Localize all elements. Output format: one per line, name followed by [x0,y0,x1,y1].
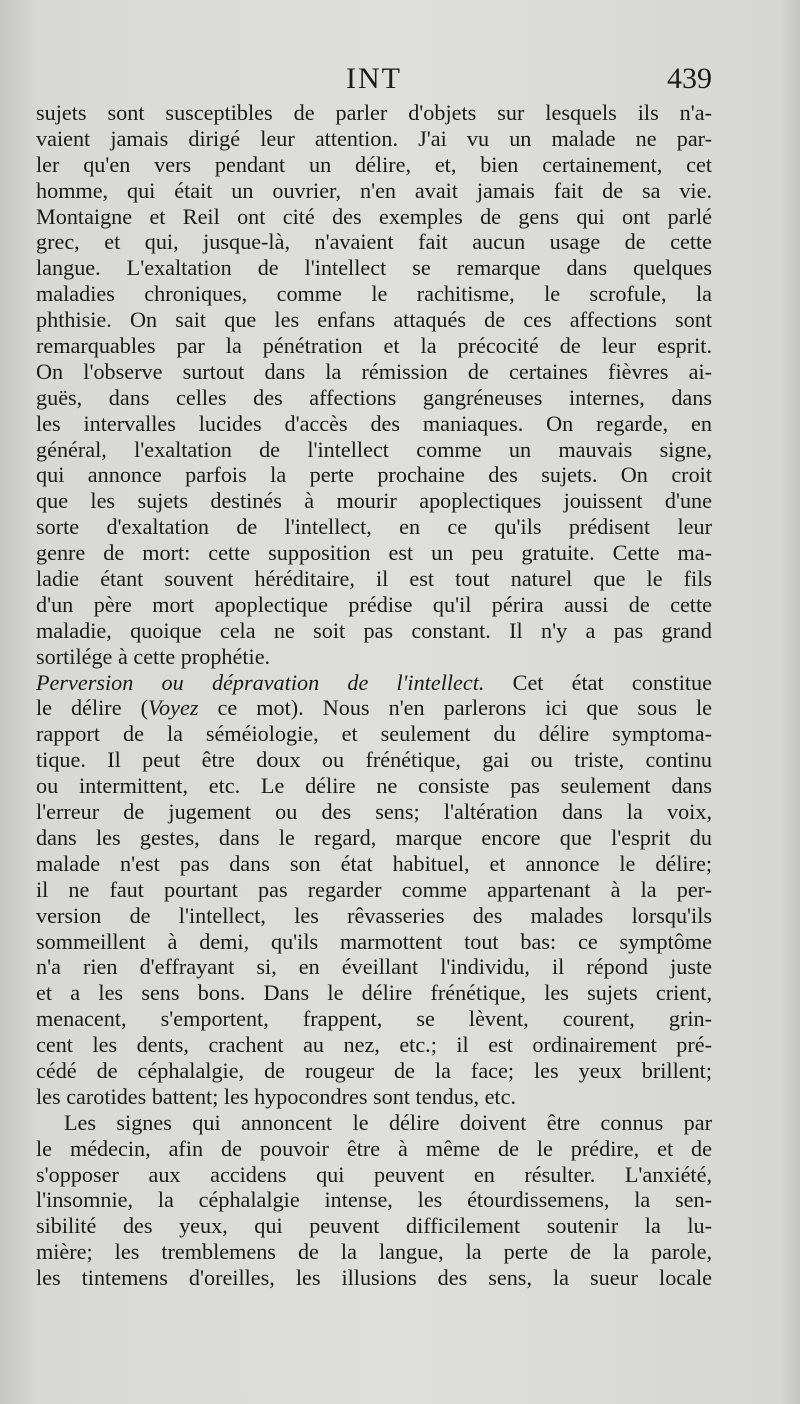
text-line: sorte d'exaltation de l'intellect, en ce qu'ils prédisent leur [36,514,712,540]
text-line: sibilité des yeux, qui peuvent difficilement soutenir la lu- [36,1213,712,1239]
text-span: ce mot). Nous n'en parlerons ici que sous le [198,695,712,721]
text-span: Cet état constitue [484,669,712,695]
text-line: guës, dans celles des affections gangréneuses internes, dans [36,384,712,410]
text-line: l'erreur de jugement ou des sens; l'altération dans la voix, [36,799,712,825]
text-line: maladies chroniques, comme le rachitisme, le scrofule, la [36,281,712,307]
text-line: l'insomnie, la céphalalgie intense, les étourdissemens, la sen- [36,1187,712,1213]
text-line: et a les sens bons. Dans le délire frénétique, les sujets crient, [36,980,712,1006]
text-line: cent les dents, crachent au nez, etc.; il est ordinairement pré- [36,1032,712,1058]
text-line: malade n'est pas dans son état habituel, et annonce le délire; [36,850,712,876]
text-line: langue. L'exaltation de l'intellect se remarque dans quelques [36,255,712,281]
text-line: cédé de céphalalgie, de rougeur de la face; les yeux brillent; [36,1057,712,1083]
paragraph-signes [36,1110,712,1291]
text-line: mière; les tremblemens de la langue, la perte de la parole, [36,1239,712,1265]
text-line: vaient jamais dirigé leur attention. J'ai vu un malade ne par- [36,125,712,151]
text-line: remarquables par la pénétration et la précocité de leur esprit. [36,333,712,359]
text-line: grec, et qui, jusque-là, n'avaient fait aucun usage de cette [36,229,712,255]
text-line: version de l'intellect, les rêvasseries des malades lorsqu'ils [36,902,712,928]
text-line: s'opposer aux accidens qui peuvent en résulter. L'anxiété, [36,1161,712,1187]
text-line: ladie étant souvent héréditaire, il est tout naturel que le fils [36,566,712,592]
text-line: les intervalles lucides d'accès des maniaques. On regarde, en [36,410,712,436]
text-line: homme, qui était un ouvrier, n'en avait jamais fait de sa vie. [36,177,712,203]
text-line: Les signes qui annoncent le délire doivent être connus par [64,1109,712,1135]
running-head [36,62,712,102]
cross-reference-voyez: Voyez [147,695,199,721]
text-line: genre de mort: cette supposition est un peu gratuite. Cette ma- [36,540,712,566]
running-title: INT [346,62,402,95]
text-line: maladie, quoique cela ne soit pas constant. Il n'y a pas grand [36,617,712,643]
text-line: les carotides battent; les hypocondres sont tendus, etc. [36,1083,516,1109]
paragraph-perversion [36,721,712,1109]
text-line [36,670,712,696]
text-line: rapport de la séméiologie, et seulement du délire symptoma- [36,721,712,747]
text-line: menacent, s'emportent, frappent, se lèvent, courent, grin- [36,1006,712,1032]
text-span: le délire ( [36,695,148,721]
text-line: Montaigne et Reil ont cité des exemples de gens qui ont parlé [36,203,712,229]
text-line: dans les gestes, dans le regard, marque encore que l'esprit du [36,824,712,850]
body-text [36,100,712,1291]
text-line: tique. Il peut être doux ou frénétique, gai ou triste, continu [36,747,712,773]
text-line: le médecin, afin de pouvoir être à même de le prédire, et de [36,1135,712,1161]
page-number: 439 [667,62,712,95]
text-line: ler qu'en vers pendant un délire, et, bien certainement, cet [36,151,712,177]
text-line: ou intermittent, etc. Le délire ne consiste pas seulement dans [36,773,712,799]
text-line: On l'observe surtout dans la rémission de certaines fièvres ai- [36,358,712,384]
text-line: sortilége à cette prophétie. [36,643,271,669]
text-line: qui annonce parfois la perte prochaine des sujets. On croit [36,462,712,488]
text-line [36,695,712,721]
text-line: phthisie. On sait que les enfans attaqués de ces affections sont [36,307,712,333]
text-line: général, l'exaltation de l'intellect comme un mauvais signe, [36,436,712,462]
text-line: n'a rien d'effrayant si, en éveillant l'individu, il répond juste [36,954,712,980]
text-line: sommeillent à demi, qu'ils marmottent tout bas: ce symptôme [36,928,712,954]
text-line: d'un père mort apoplectique prédise qu'il périra aussi de cette [36,591,712,617]
text-line: les tintemens d'oreilles, les illusions des sens, la sueur locale [36,1265,712,1291]
text-line: sujets sont susceptibles de parler d'objets sur lesquels ils n'a- [36,100,712,125]
paragraph-exaltation [36,100,712,670]
text-line: il ne faut pourtant pas regarder comme appartenant à la per- [36,876,712,902]
text-line: que les sujets destinés à mourir apoplectiques jouissent d'une [36,488,712,514]
section-heading-perversion: Perversion ou dépravation de l'intellect. [36,669,485,695]
